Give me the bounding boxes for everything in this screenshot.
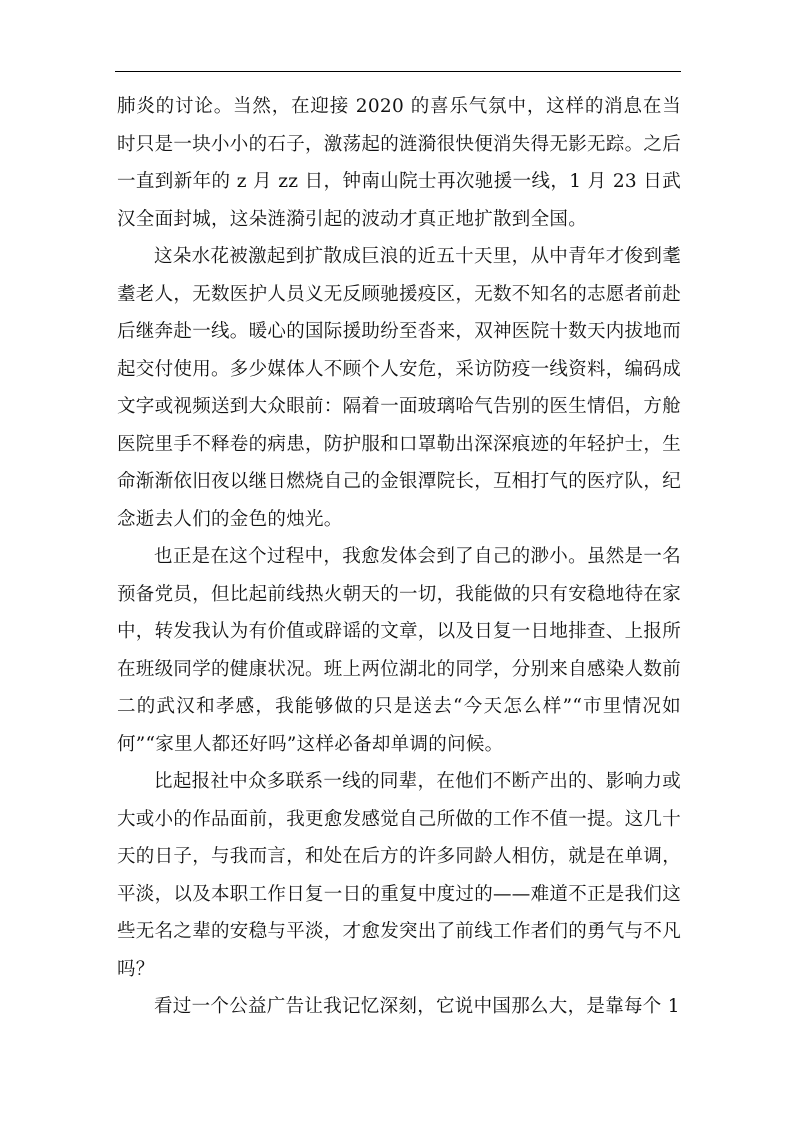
paragraph-5: 看过一个公益广告让我记忆深刻，它说中国那么大，是靠每个 1 [154, 996, 680, 1017]
header-rule [115, 71, 681, 72]
paragraph-1: 肺炎的讨论。当然，在迎接 2020 的喜乐气氛中，这样的消息在当时只是一块小小的石子，激荡起的涟漪很快便消失得无影无踪。之后一直到新年的 z 月 zz 日，钟南山院士再次驰援一线，1 月 23 日武汉全面封城，这朵涟漪引起的波动才真正地扩散到全国。 [117, 96, 682, 230]
paragraph-2: 这朵水花被激起到扩散成巨浪的近五十天里，从中青年才俊到耄耋老人，无数医护人员义无反顾驰援疫区，无数不知名的志愿者前赴后继奔赴一线。暖心的国际援助纷至沓来，双神医院十数天内拔地而起交付使用。多少媒体人不顾个人安危，采访防疫一线资料，编码成文字或视频送到大众眼前：隔着一面玻璃哈气告别的医生情侣，方舱医院里手不释卷的病患，防护服和口罩勒出深深痕迹的年轻护士，生命渐渐依旧夜以继日燃烧自己的金银潭院长，互相打气的医疗队，纪念逝去人们的金色的烛光。 [117, 246, 682, 530]
body-text [117, 88, 681, 1026]
paragraph-3: 也正是在这个过程中，我愈发体会到了自己的渺小。虽然是一名预备党员，但比起前线热火朝天的一切，我能做的只有安稳地待在家中，转发我认为有价值或辟谣的文章，以及日复一日地排查、上报所在班级同学的健康状况。班上两位湖北的同学，分别来自感染人数前二的武汉和孝感，我能够做的只是送去“今天怎么样”“市里情况如何”“家里人都还好吗”这样必备却单调的问候。 [117, 546, 682, 755]
paragraph-4: 比起报社中众多联系一线的同辈，在他们不断产出的、影响力或大或小的作品面前，我更愈发感觉自己所做的工作不值一提。这几十天的日子，与我而言，和处在后方的许多同龄人相仿，就是在单调，平淡，以及本职工作日复一日的重复中度过的——难道不正是我们这些无名之辈的安稳与平淡，才愈发突出了前线工作者们的勇气与不凡吗？ [117, 771, 682, 980]
